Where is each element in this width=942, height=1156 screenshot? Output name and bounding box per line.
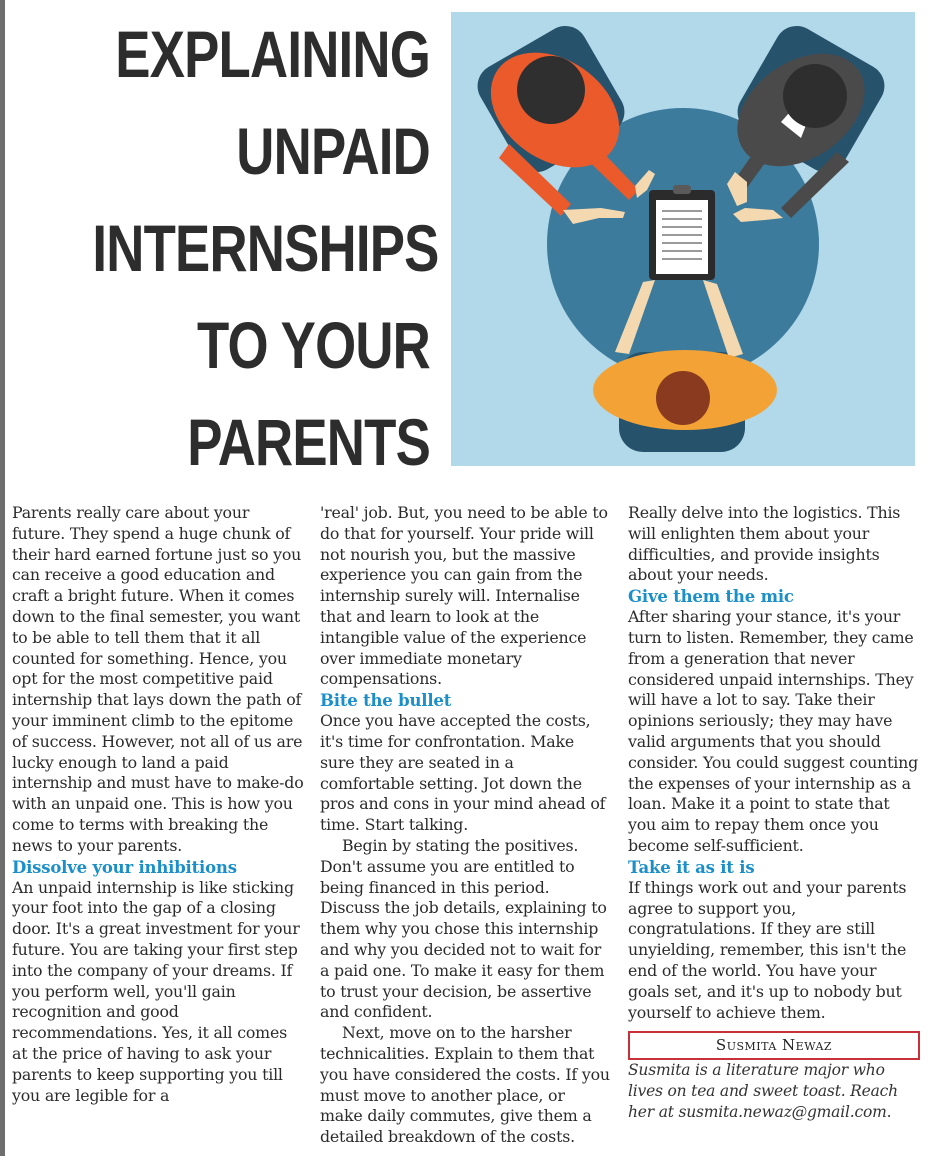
body-paragraph: An unpaid internship is like sticking your foot into the gap of a closing door. It's a great investment for your future. You are taking your first step into the company of your dreams. If you perform well, you'll gain recognition and good recommendations. Yes, it all comes at the price of having to ask your parents to keep supporting you till you are legible for a <box>12 877 300 1105</box>
headline-line-1: EXPLAINING <box>115 17 431 91</box>
headline-line-4: TO YOUR <box>196 308 430 382</box>
headline-line-5: PARENTS <box>187 405 430 479</box>
meeting-illustration <box>451 12 915 466</box>
article-headline <box>92 6 439 491</box>
page-edge-strip <box>0 0 5 1156</box>
headline-line-3: INTERNSHIPS <box>92 211 439 285</box>
clipboard-icon <box>649 185 715 280</box>
body-paragraph: Once you have accepted the costs, it's time for confrontation. Make sure they are seated in a comfortable setting. Jot down the pros and cons in your mind ahead of time. Start talking. <box>320 711 606 835</box>
article-column-2 <box>320 503 612 1148</box>
author-bio: Susmita is a literature major who lives on tea and sweet toast. Reach her at susmita.newaz@gmail.com. <box>628 1061 898 1122</box>
body-paragraph: Really delve into the logistics. This will enlighten them about your difficulties, and provide insights about your needs. <box>628 503 901 585</box>
subhead-give-them-the-mic: Give them the mic <box>628 587 794 607</box>
body-paragraph: Begin by stating the positives. Don't assume you are entitled to being financed in this period. Discuss the job details, explaining to them why you chose this internship and why you decided not to wait for a paid one. To make it easy for them to trust your decision, be assertive and confident. <box>320 835 607 1022</box>
body-paragraph: If things work out and your parents agree to support you, congratulations. If they are still unyielding, remember, this isn't the end of the world. You have your goals set, and it's up to nobody but yourself to achieve them. <box>628 877 907 1022</box>
headline-line-2: UNPAID <box>236 114 430 188</box>
body-paragraph: Next, move on to the harsher technicalities. Explain to them that you have considered the costs. If you must move to another place, or make daily commutes, give them a detailed breakdown of the costs. <box>320 1023 610 1147</box>
body-paragraph: After sharing your stance, it's your turn to listen. Remember, they came from a generation that never considered unpaid internships. They will have a lot to say. Take their opinions seriously; they may have valid arguments that you should consider. You could suggest counting the expenses of your internship as a loan. Make it a point to state that you aim to repay them once you become self-sufficient. <box>628 607 919 855</box>
article-column-1 <box>12 503 304 1106</box>
body-paragraph: 'real' job. But, you need to be able to do that for yourself. Your pride will not nourish you, but the massive experience you can gain from the internship surely will. Internalise that and learn to look at the intangible value of the experience over immediate monetary compensations. <box>320 503 608 689</box>
article-column-3 <box>628 503 920 1123</box>
author-byline: Susmita Newaz <box>628 1031 920 1060</box>
subhead-bite-the-bullet: Bite the bullet <box>320 691 452 711</box>
body-paragraph: Parents really care about your future. They spend a huge chunk of their hard earned fortune just so you can receive a good education and craft a bright future. When it comes down to the final semester, you want to be able to tell them that it all counted for something. Hence, you opt for the most competitive paid internship that lays down the path of your imminent climb to the epitome of success. However, not all of us are lucky enough to land a paid internship and must have to make-do with an unpaid one. This is how you come to terms with breaking the news to your parents. <box>12 503 304 855</box>
subhead-take-it-as-it-is: Take it as it is <box>628 857 755 877</box>
subhead-dissolve-inhibitions: Dissolve your inhibitions <box>12 857 237 877</box>
